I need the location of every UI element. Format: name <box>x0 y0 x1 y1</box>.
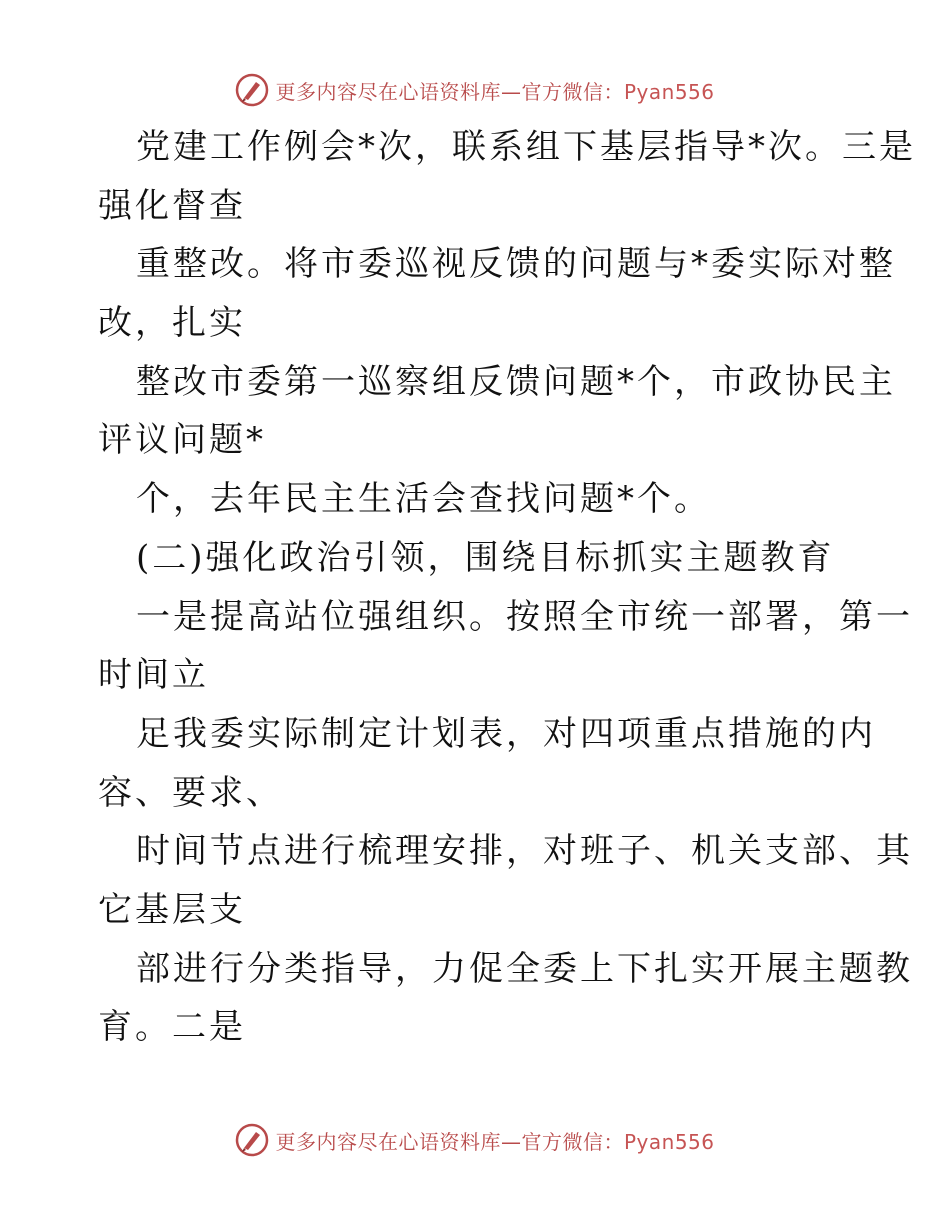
text-line: 改，扎实 <box>98 303 246 344</box>
text-line: 重整改。将市委巡视反馈的问题与*委实际对整 <box>136 244 896 285</box>
text-line: 育。二是 <box>98 1007 246 1048</box>
watermark-text: 更多内容尽在心语资料库—官方微信：Pyan556 <box>275 79 715 104</box>
text-line: 时间立 <box>98 655 209 696</box>
text-line: 评议问题* <box>98 420 266 461</box>
watermark-footer <box>0 1120 950 1160</box>
text-line: 党建工作例会*次，联系组下基层指导*次。三是 <box>136 127 916 167</box>
pen-logo-icon <box>235 73 269 107</box>
watermark-code: Pyan556 <box>623 1129 715 1154</box>
document-body <box>98 118 916 1057</box>
text-line: 时间节点进行梳理安排，对班子、机关支部、其 <box>136 831 913 872</box>
watermark-text: 更多内容尽在心语资料库—官方微信：Pyan556 <box>275 1129 715 1154</box>
text-line: 足我委实际制定计划表，对四项重点措施的内 <box>136 713 876 754</box>
pen-logo-icon <box>235 1123 269 1157</box>
text-line: 整改市委第一巡察组反馈问题*个，市政协民主 <box>136 361 896 402</box>
watermark-header <box>0 70 950 110</box>
text-line: 部进行分类指导，力促全委上下扎实开展主题教 <box>136 948 913 989</box>
watermark-code: Pyan556 <box>623 79 715 104</box>
text-line: 一是提高站位强组织。按照全市统一部署，第一 <box>136 596 913 637</box>
text-line: 个，去年民主生活会查找问题*个。 <box>136 479 711 520</box>
text-line: 它基层支 <box>98 889 246 930</box>
text-line: 容、要求、 <box>98 772 283 813</box>
text-line: 强化督查 <box>98 185 246 226</box>
text-line: (二)强化政治引领，围绕目标抓实主题教育 <box>136 537 835 578</box>
